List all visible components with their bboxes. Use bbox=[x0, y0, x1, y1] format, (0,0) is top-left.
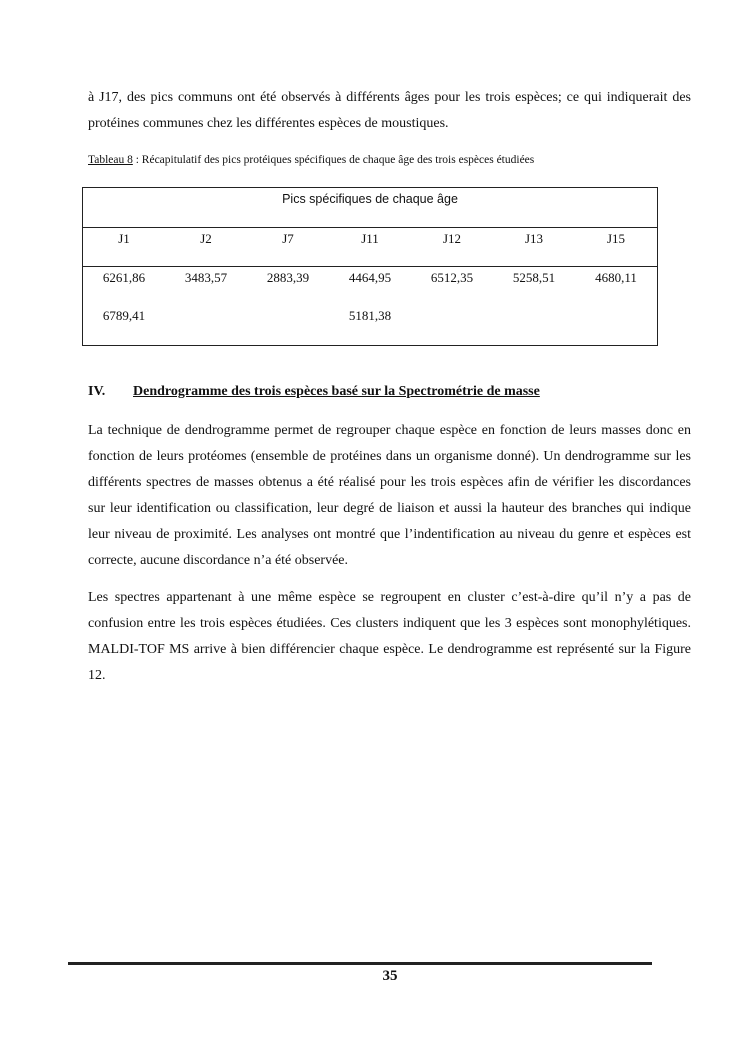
table-cell: 6261,86 bbox=[102, 270, 146, 285]
column-header: J11 bbox=[361, 231, 379, 246]
table-cell: 5181,38 bbox=[348, 308, 392, 323]
page-number: 35 bbox=[382, 968, 398, 984]
table-cell: 4464,95 bbox=[348, 270, 392, 285]
section-title: Dendrogramme des trois espèces basé sur la Spectrométrie de masse bbox=[133, 384, 540, 399]
peaks-table bbox=[82, 187, 658, 346]
table-cell: 2883,39 bbox=[266, 270, 310, 285]
table-cell: 3483,57 bbox=[184, 270, 228, 285]
table-caption-label: Tableau 8 bbox=[88, 154, 133, 166]
table-caption-text: : Récapitulatif des pics protéiques spécifiques de chaque âge des trois espèces étudiées bbox=[132, 154, 535, 166]
column-header: J1 bbox=[118, 231, 130, 246]
column-header: J7 bbox=[282, 231, 294, 246]
table-cell: 4680,11 bbox=[595, 270, 637, 285]
column-header: J15 bbox=[606, 231, 626, 246]
column-header: J13 bbox=[524, 231, 544, 246]
table-cell: 5258,51 bbox=[512, 270, 556, 285]
section-number: IV. bbox=[88, 384, 106, 399]
intro-paragraph: à J17, des pics communs ont été observés à différents âges pour les trois espèces; ce qui indiquerait des protéines communes chez les différentes espèces de moustiques. bbox=[88, 90, 691, 131]
table-cell: 6789,41 bbox=[102, 308, 146, 323]
table-caption bbox=[88, 152, 691, 168]
table-header: Pics spécifiques de chaque âge bbox=[83, 188, 657, 228]
dendrogram-paragraph-1: La technique de dendrogramme permet de regrouper chaque espèce en fonction de leurs masses donc en fonction de leurs protéomes (ensemble de protéines dans un organisme donné). Un dendrogramme sur les différents spectres de masses obtenus a été réalisé pour les trois espèces afin de vérifier les discordances sur leur identification ou classification, leur degré de liaison et aussi la hauteur des branches qui indique leur niveau de proximité. Les analyses ont montré que l’indentification au niveau du genre et espèces est correcte, aucune discordance n’a été observée. bbox=[88, 423, 691, 568]
column-header: J2 bbox=[200, 231, 212, 246]
table-column-headers bbox=[83, 228, 657, 267]
column-header: J12 bbox=[442, 231, 462, 246]
table-cell: 6512,35 bbox=[430, 270, 474, 285]
dendrogram-paragraph-2: Les spectres appartenant à une même espèce se regroupent en cluster c’est-à-dire qu’il n’y a pas de confusion entre les trois espèces étudiées. Ces clusters indiquent que les 3 espèces sont monophylétiques. MALDI-TOF MS arrive à bien différencier chaque espèce. Le dendrogramme est représenté sur la Figure 12. bbox=[88, 590, 691, 683]
